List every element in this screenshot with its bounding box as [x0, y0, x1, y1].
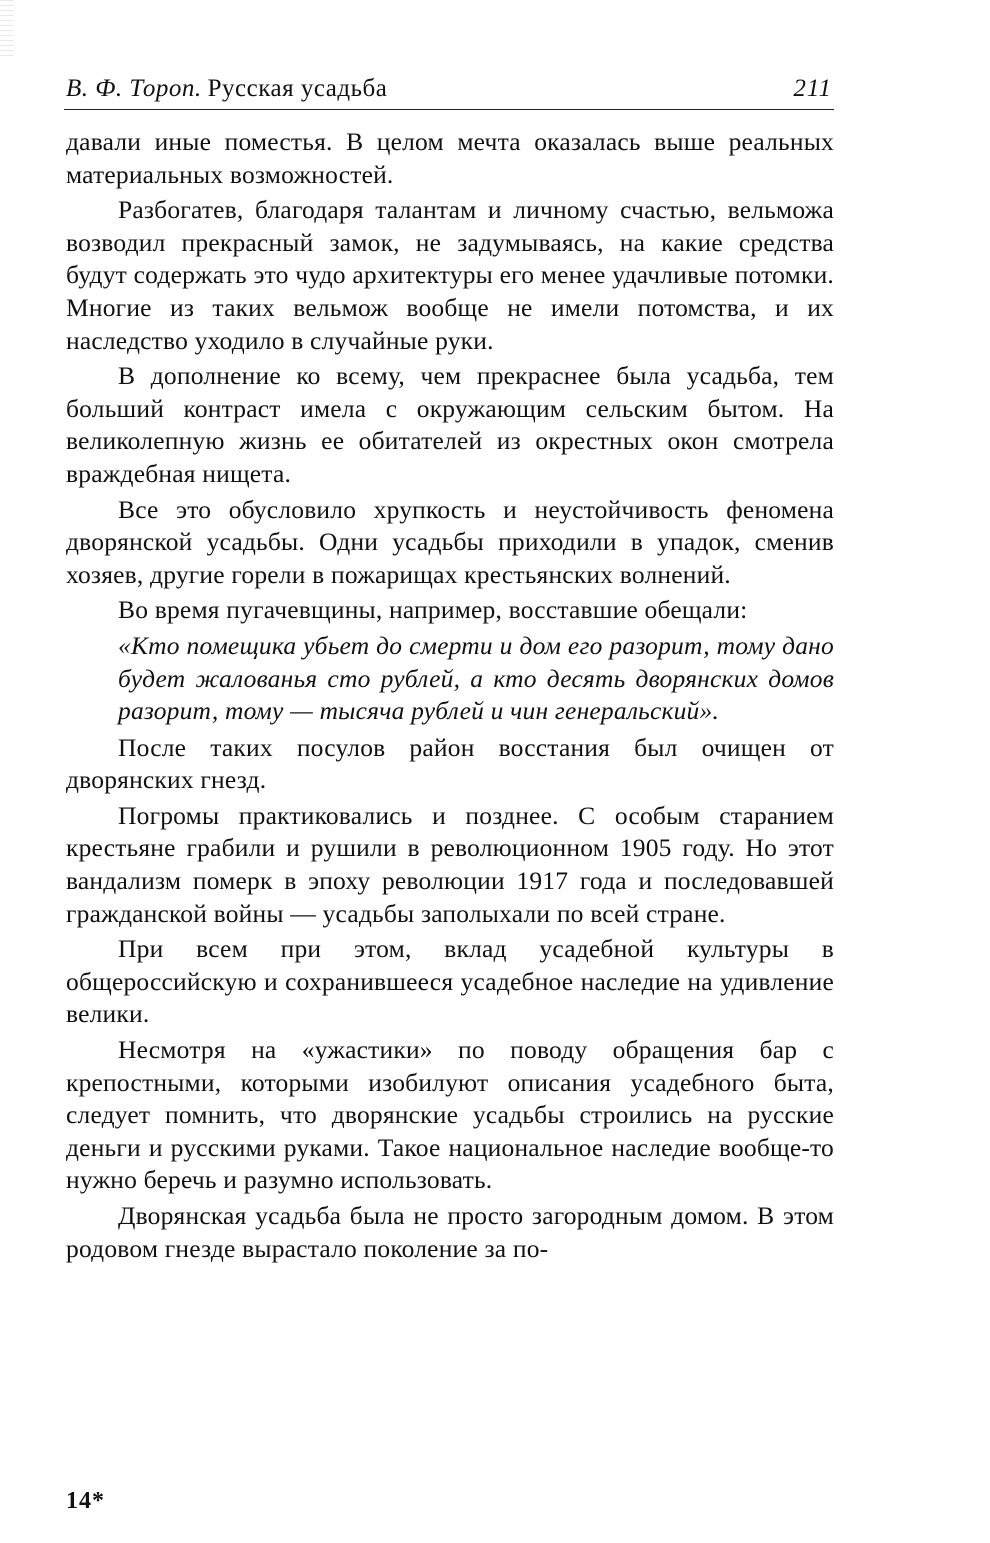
paragraph: Разбогатев, благодаря талантам и личному счастью, вельможа возводил прекрасный замок, не задумываясь, на какие средства будут содержать это чудо архитектуры его менее удачливые потомки. Многие из таких вельмож вообще не имели потомства, и их наследство уходило в случайные руки.	[66, 195, 834, 355]
page-number: 211	[793, 75, 832, 102]
header-rule	[64, 109, 834, 110]
paragraph-continuation: давали иные поместья. В целом мечта оказалась выше реальных материальных возможностей.	[66, 127, 834, 189]
printer-signature-mark: 14*	[66, 1488, 105, 1514]
paragraph: После таких посулов район восстания был очищен от дворянских гнезд.	[66, 732, 834, 795]
main-text	[66, 126, 834, 1265]
quotation: «Кто помещика убьет до смерти и дом его разорит, тому дано будет жалованья сто рублей, а кто десять дворянских домов разорит, тому — тысяча рублей и чин генеральский».	[118, 630, 834, 726]
header-author: В. Ф. Тороп.	[66, 75, 202, 102]
paragraph: При всем при этом, вклад усадебной культуры в общероссийскую и сохранившееся усадебное наследие на удивление велики.	[66, 934, 834, 1029]
paragraph: В дополнение ко всему, чем прекраснее была усадьба, тем больший контраст имела с окружающим сельским бытом. На великолепную жизнь ее обитателей из окрестных окон смотрела враждебная нищета.	[66, 361, 834, 488]
running-header	[66, 74, 832, 108]
paragraph: Дворянская усадьба была не просто загородным домом. В этом родовом гнезде вырастало поколение за по-	[66, 1201, 834, 1263]
paragraph: Все это обусловило хрупкость и неустойчивость феномена дворянской усадьбы. Одни усадьбы приходили в упадок, сменив хозяев, другие горели в пожарищах крестьянских волнений.	[66, 494, 834, 589]
paragraph: Несмотря на «ужастики» по поводу обращения бар с крепостными, которыми изобилуют описания усадебного быта, следует помнить, что дворянские усадьбы строились на русские деньги и русскими руками. Такое национальное наследие вообще-то нужно беречь и разумно использовать.	[66, 1035, 834, 1195]
scan-edge-noise	[0, 0, 14, 60]
paragraph: Погромы практиковались и позднее. С особым старанием крестьяне грабили и рушили в революционном 1905 году. Но этот вандализм померк в эпоху революции 1917 года и последовавшей гражданской войны — усадьбы заполыхали по всей стране.	[66, 800, 834, 928]
paragraph: Во время пугачевщины, например, восставшие обещали:	[118, 595, 748, 625]
header-title: Русская усадьба	[207, 75, 388, 102]
